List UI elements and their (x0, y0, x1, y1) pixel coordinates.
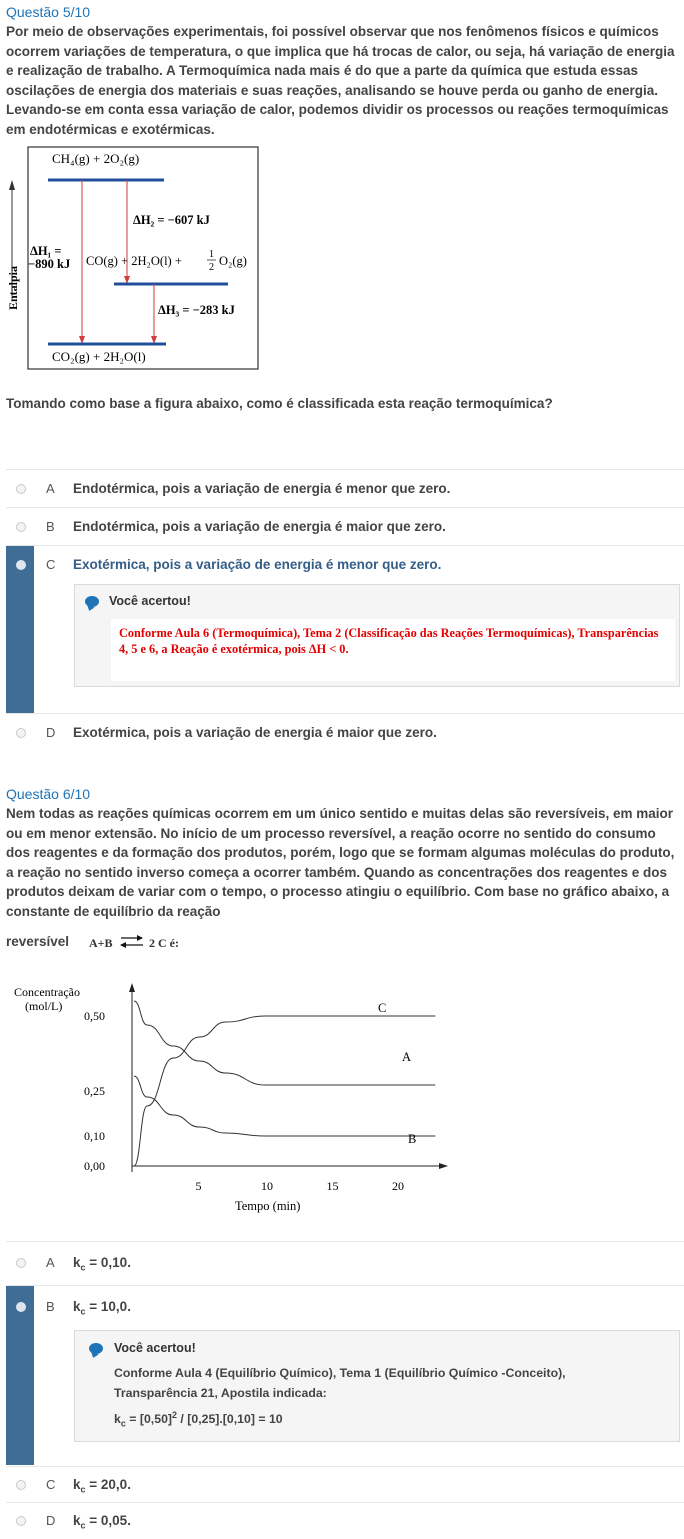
option-text: Exotérmica, pois a variação de energia é maior que zero. (73, 725, 437, 740)
feedback-box (74, 1330, 680, 1442)
option-text: Endotérmica, pois a variação de energia é menor que zero. (73, 481, 451, 496)
option-letter: B (46, 1299, 55, 1314)
option-letter: C (46, 557, 56, 572)
feedback-line-1: Conforme Aula 4 (Equilíbrio Químico), Tema 1 (Equilíbrio Químico -Conceito), (114, 1366, 566, 1380)
equation-left: A+B (89, 936, 113, 950)
feedback-text: Conforme Aula 6 (Termoquímica), Tema 2 (Classificação das Reações Termoquímicas), Transparências 4, 5 e 6, a Reação é exotérmica, pois ΔH < 0. (111, 619, 675, 681)
radio-a[interactable] (16, 484, 26, 494)
option-b[interactable] (6, 1285, 684, 1466)
dh2-label: ΔH₂ = −607 kJ (133, 213, 210, 227)
selected-indicator (6, 546, 34, 713)
radio-c[interactable] (16, 560, 26, 570)
option-a[interactable] (6, 469, 684, 507)
option-d[interactable] (6, 1502, 684, 1539)
option-text: $k_c = 0,10$. (73, 1255, 131, 1273)
radio-d[interactable] (16, 1516, 26, 1526)
radio-a[interactable] (16, 1258, 26, 1268)
option-letter: A (46, 481, 55, 496)
radio-d[interactable] (16, 728, 26, 738)
option-letter: C (46, 1477, 56, 1492)
series-line-a (134, 1001, 435, 1085)
option-c[interactable] (6, 1466, 684, 1502)
dh1-label-b: −890 kJ (28, 257, 71, 271)
option-letter: D (46, 725, 56, 740)
enthalpy-diagram (6, 146, 262, 370)
option-letter: B (46, 519, 55, 534)
option-text: $k_c = 20,0$. (73, 1477, 131, 1495)
y-tick-label: 0,50 (84, 1009, 105, 1023)
option-c[interactable] (6, 545, 684, 714)
option-text: $k_c = 10,0$. (73, 1299, 131, 1317)
feedback-formula: $k_c = [0,50]^2 / [0,25].[0,10] = 10$ (114, 1410, 283, 1429)
enthalpy-axis-label: Entalpia (6, 265, 20, 310)
option-b[interactable] (6, 507, 684, 545)
option-d[interactable] (6, 713, 684, 751)
top-level-label: CH₄(g) + 2O₂(g) (52, 151, 140, 166)
feedback-box (74, 584, 680, 687)
x-tick-label: 20 (392, 1179, 404, 1193)
option-letter: D (46, 1513, 56, 1528)
middle-level-o2: O₂(g) (219, 254, 247, 268)
fraction-numerator: 1 (209, 249, 214, 260)
middle-level-label: CO(g) + 2H₂O(l) + (86, 254, 182, 268)
x-tick-label: 15 (326, 1179, 339, 1193)
radio-c[interactable] (16, 1480, 26, 1490)
series-label-b: B (408, 1132, 417, 1146)
chart-xlabel: Tempo (min) (235, 1199, 301, 1213)
series-label-a: A (402, 1050, 412, 1064)
series-line-c (134, 1016, 435, 1166)
option-text: $k_c = 0,05$. (73, 1513, 131, 1531)
question-5-title: Questão 5/10 (6, 4, 91, 20)
question-5-statement: Por meio de observações experimentais, foi possível observar que nos fenômenos físicos e químicos ocorrem variações de temperatura, o que implica que há trocas de calor, ou seja, há variação de energia e realização de trabalho. A Termoquímica nada mais é do que a parte da química que estuda essas oscilações de energia dos materiais e suas reações, analisando se houve perda ou ganho de energia. Levando-se em conta essa variação de calor, podemos dividir os processos ou reações termoquímicas em endotérmicas e exotérmicas. (6, 24, 675, 137)
x-tick-label: 10 (261, 1179, 273, 1193)
comment-icon (89, 1343, 103, 1354)
chart-ylabel-1: Concentração (14, 985, 80, 999)
radio-b[interactable] (16, 1302, 26, 1312)
radio-b[interactable] (16, 522, 26, 532)
x-tick-label: 5 (195, 1179, 202, 1193)
option-text: Exotérmica, pois a variação de energia é menor que zero. (73, 557, 442, 572)
feedback-line-2: Transparência 21, Apostila indicada: (114, 1386, 327, 1400)
bottom-level-label: CO₂(g) + 2H₂O(l) (52, 349, 146, 364)
option-letter: A (46, 1255, 55, 1270)
option-a[interactable] (6, 1241, 684, 1285)
feedback-title: Você acertou! (109, 594, 191, 608)
feedback-title: Você acertou! (114, 1341, 196, 1355)
dh3-label: ΔH₃ = −283 kJ (158, 303, 235, 317)
question-6-title: Questão 6/10 (6, 786, 91, 802)
question-6-statement: Nem todas as reações químicas ocorrem em um único sentido e muitas delas são reversíveis, em maior ou em menor extensão. No início de um processo reversível, a reação ocorre no sentido do consumo dos reagentes e da formação dos produtos, porém, logo que se formam algumas moléculas do produto, a reação no sentido inverso começa a ocorrer também. Quando as concentrações dos reagentes e dos produtos deixam de variar com o tempo, o processo atingiu o equilíbrio. Com base no gráfico abaixo, a constante de equilíbrio da reação (6, 806, 675, 919)
chart-ylabel-2: (mol/L) (25, 999, 63, 1013)
y-tick-label: 0,25 (84, 1084, 105, 1098)
dh1-label-a: ΔH₁ = (30, 244, 62, 258)
comment-icon (85, 596, 99, 607)
y-tick-label: 0,10 (84, 1129, 105, 1143)
fraction-denominator: 2 (209, 262, 214, 273)
concentration-chart (6, 976, 456, 1216)
selected-indicator (6, 1286, 34, 1465)
option-text: Endotérmica, pois a variação de energia é maior que zero. (73, 519, 446, 534)
equation-right: 2 C é: (149, 936, 179, 950)
y-tick-label: 0,00 (84, 1159, 105, 1173)
series-label-c: C (378, 1001, 387, 1015)
statement-end: reversível (6, 934, 70, 949)
equilibrium-arrows-icon (119, 932, 145, 950)
question-5-prompt: Tomando como base a figura abaixo, como é classificada esta reação termoquímica? (6, 396, 553, 411)
